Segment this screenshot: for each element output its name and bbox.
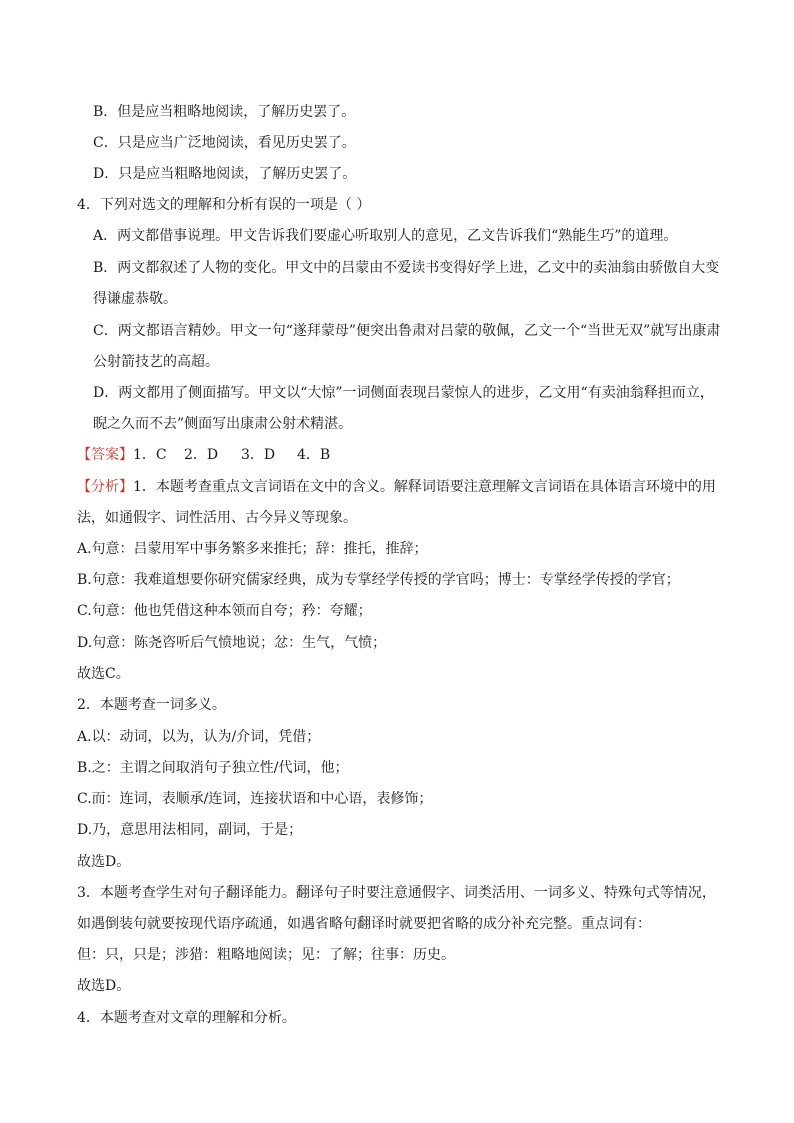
analysis-item-d: D.句意：陈尧咨听后气愤地说；忿：生气，气愤； <box>77 635 387 651</box>
answer-item: 4．B <box>297 447 331 463</box>
analysis-p3-line2: 如遇倒装句就要按现代语序疏通，如遇省略句翻译时就要把省略的成分补充完整。重点词有： <box>77 916 651 932</box>
q4-option-d-line2: 睨之久而不去”侧面写出康肃公射术精湛。 <box>93 416 353 432</box>
q4-option-c-line1: C．两文都语言精妙。甲文一句“遂拜蒙母”便突出鲁肃对吕蒙的敬佩，乙文一个“当世无双”就写出康肃 <box>93 323 721 339</box>
analysis-select-2: 故选D。 <box>77 854 131 870</box>
analysis-p1-line2: 法，如通假字、词性活用、古今异义等现象。 <box>77 510 357 526</box>
answer-item: 2．D <box>184 447 219 463</box>
analysis-item-a: A.句意：吕蒙用军中事务繁多来推托；辞：推托，推辞； <box>77 541 428 557</box>
analysis-p1-line1: 1．本题考查重点文言词语在文中的含义。解释词语要注意理解文言词语在具体语言环境中的用 <box>133 479 716 495</box>
answer-line <box>77 446 330 464</box>
q3-option-d: D．只是应当粗略地阅读，了解历史罢了。 <box>93 166 357 182</box>
analysis-item-a2: A.以：动词，以为，认为/介词，凭借； <box>77 729 321 745</box>
analysis-item-b2: B.之：主谓之间取消句子独立性/代词，他； <box>77 760 349 776</box>
analysis-line-1 <box>77 478 716 496</box>
analysis-item-b: B.句意：我难道想要你研究儒家经典，成为专掌经学传授的学官吗；博士：专掌经学传授的学官； <box>77 572 680 588</box>
q4-option-d-line1: D．两文都用了侧面描写。甲文以“大惊”一词侧面表现吕蒙惊人的进步，乙文用“有卖油翁释担而立， <box>93 385 714 401</box>
analysis-p3-line1: 3．本题考查学生对句子翻译能力。翻译句子时要注意通假字、词类活用、一词多义、特殊句式等情况， <box>77 885 716 901</box>
q4-option-c-line2: 公射箭技艺的高超。 <box>93 354 219 370</box>
analysis-item-c2: C.而：连词，表顺承/连词，连接状语和中心语，表修饰； <box>77 791 433 807</box>
analysis-select-1: 故选C。 <box>77 666 130 682</box>
analysis-p3-line3: 但：只，只是；涉猎：粗略地阅读；见：了解；往事：历史。 <box>77 947 455 963</box>
analysis-label: 【分析】 <box>77 479 133 495</box>
analysis-p4: 4．本题考查对文章的理解和分析。 <box>77 1010 296 1026</box>
analysis-item-d2: D.乃，意思用法相同，副词，于是； <box>77 822 303 838</box>
q4-option-a: A．两文都借事说理。甲文告诉我们要虚心听取别人的意见，乙文告诉我们“熟能生巧”的道理。 <box>93 228 678 244</box>
q4-option-b-line2: 得谦虚恭敬。 <box>93 291 177 307</box>
q4-option-b-line1: B．两文都叙述了人物的变化。甲文中的吕蒙由不爱读书变得好学上进，乙文中的卖油翁由骄傲自大变 <box>93 260 720 276</box>
q3-option-c: C．只是应当广泛地阅读，看见历史罢了。 <box>93 135 356 151</box>
q3-option-b: B．但是应当粗略地阅读，了解历史罢了。 <box>93 104 356 120</box>
q4-stem: 4．下列对选文的理解和分析有误的一项是（ ） <box>77 197 371 213</box>
analysis-select-3: 故选D。 <box>77 978 131 994</box>
answer-label: 【答案】 <box>77 447 133 463</box>
analysis-p2: 2．本题考查一词多义。 <box>77 697 226 713</box>
answer-item: 3．D <box>241 447 276 463</box>
answer-item: 1．C <box>133 447 167 463</box>
analysis-item-c: C.句意：他也凭借这种本领而自夸；矜：夸耀； <box>77 603 372 619</box>
